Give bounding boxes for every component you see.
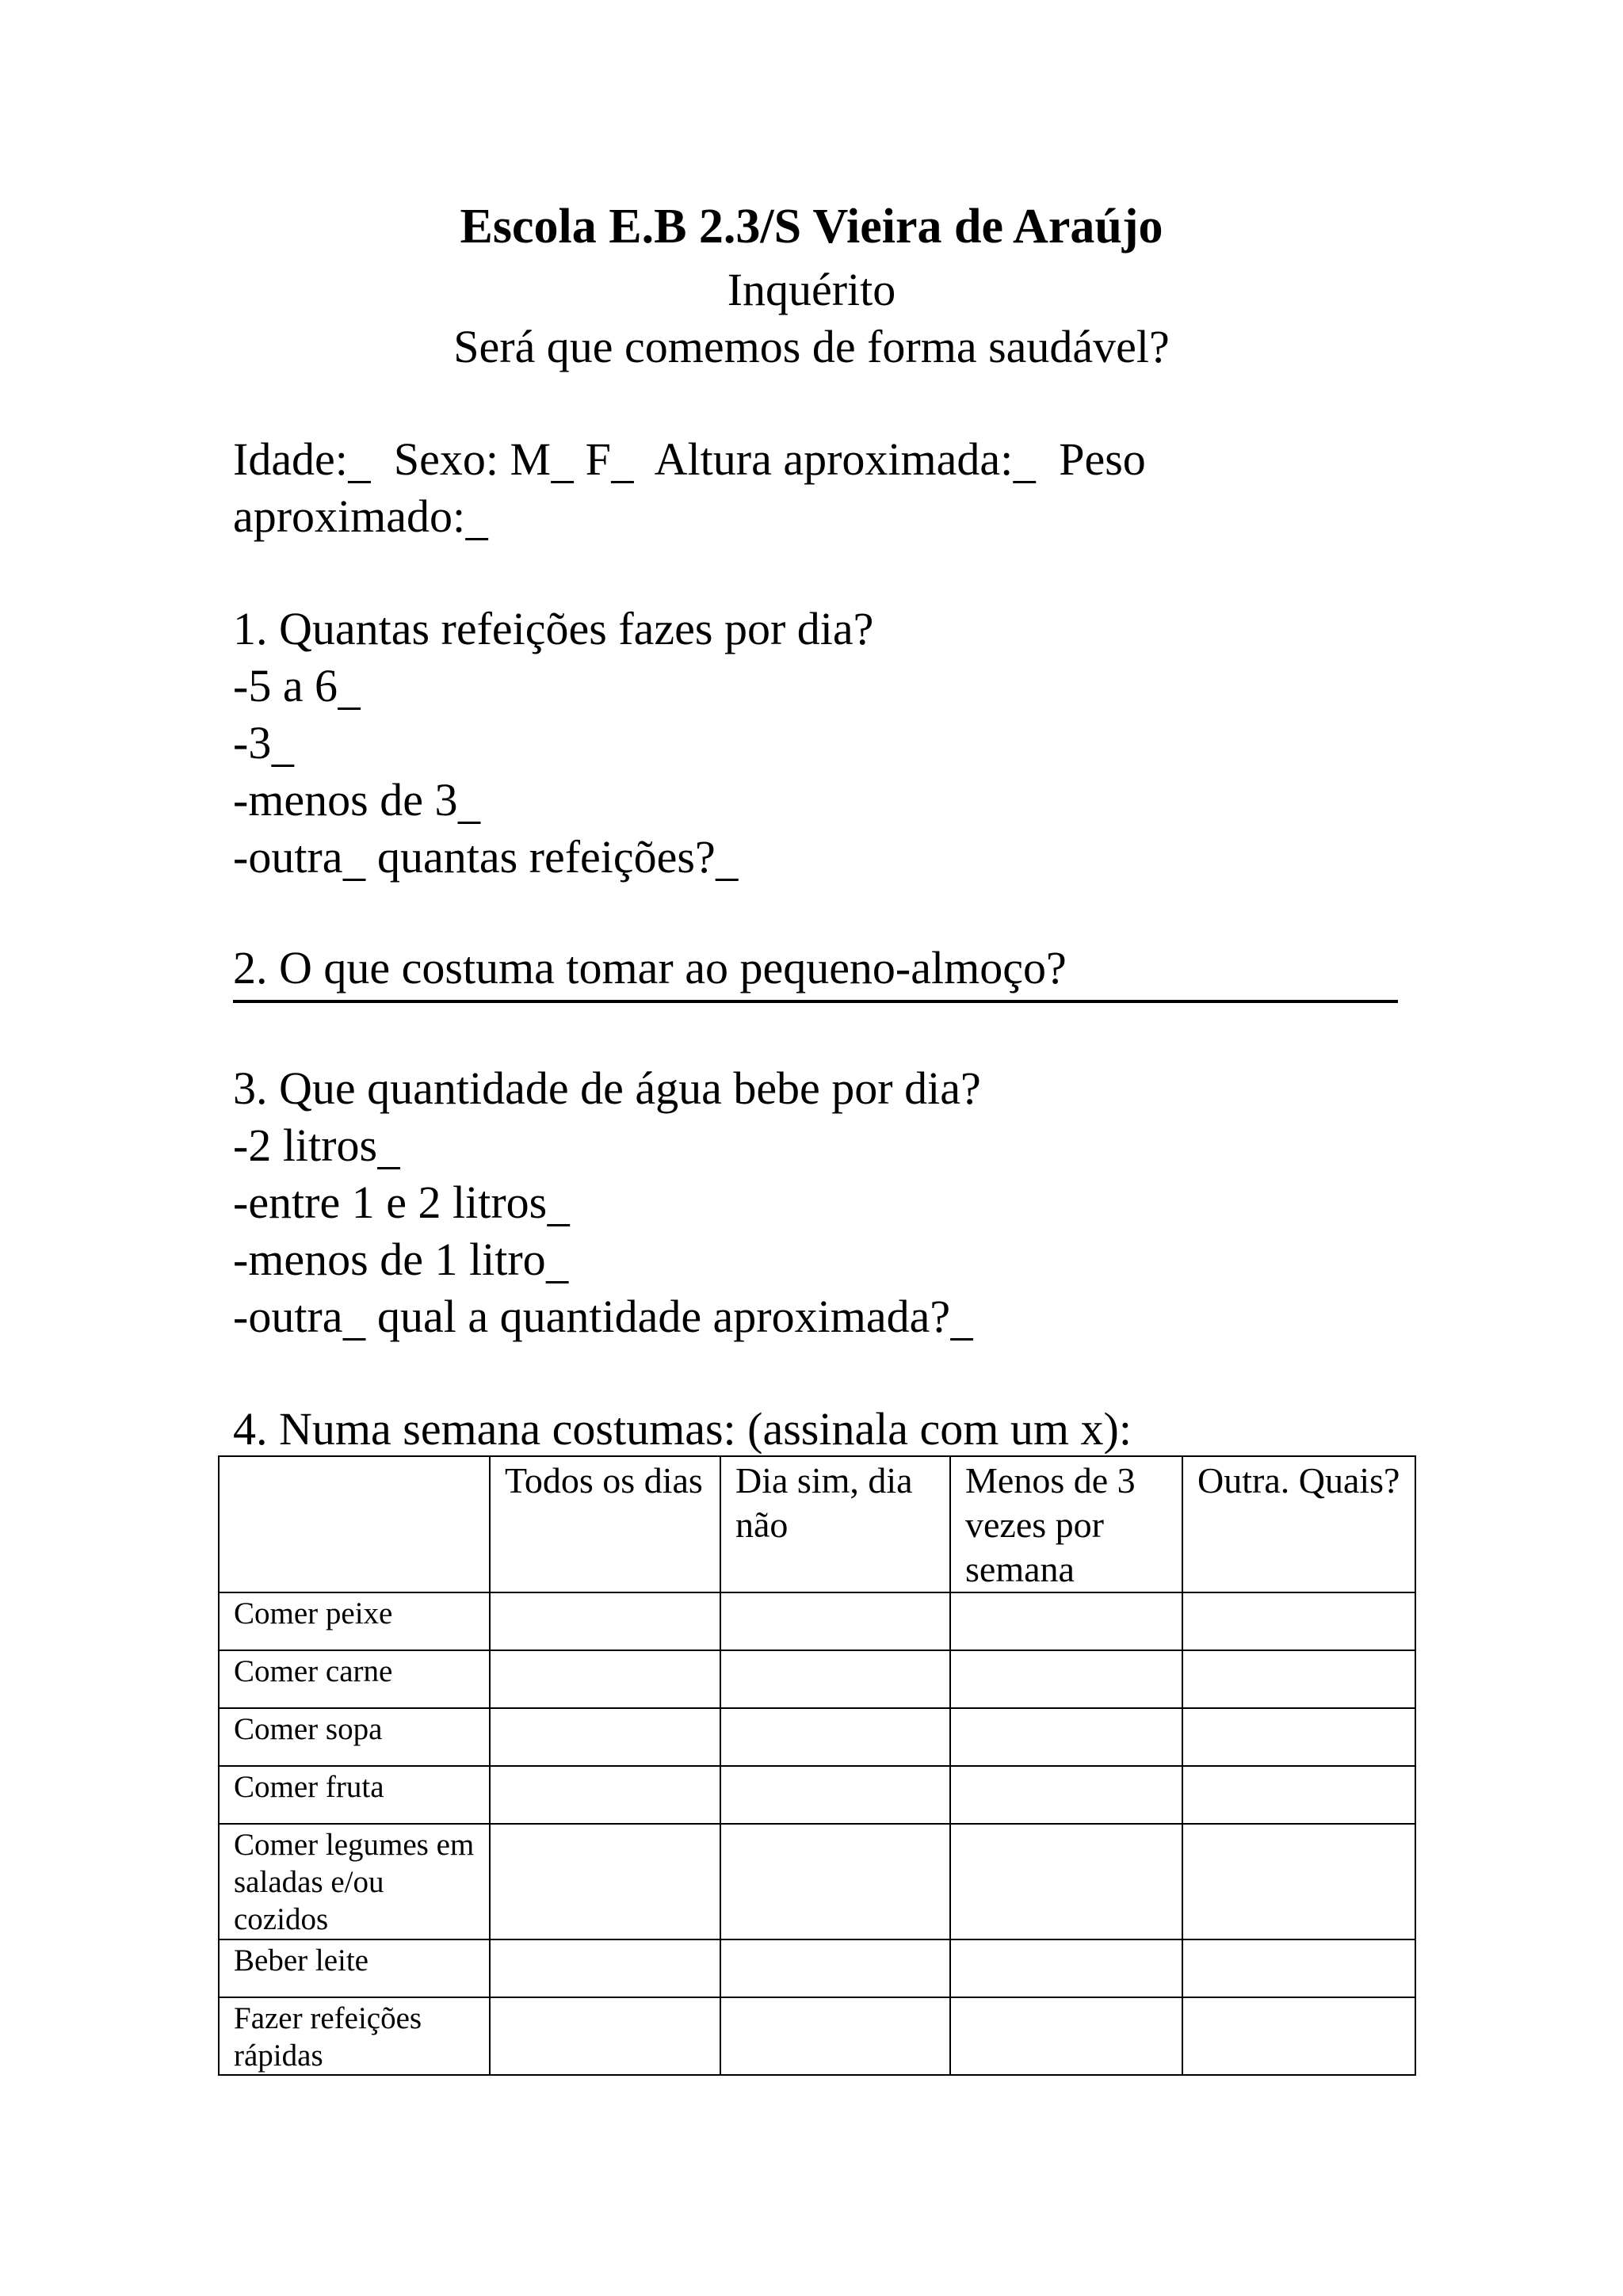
q1-option-label: -5 a 6 (233, 660, 338, 711)
table-row (219, 1592, 1415, 1650)
weight-blank[interactable] (465, 490, 488, 542)
answer-cell[interactable] (490, 1766, 720, 1824)
answer-cell[interactable] (950, 1997, 1182, 2075)
age-label: Idade: (233, 433, 348, 485)
answer-cell[interactable] (950, 1766, 1182, 1824)
answer-cell[interactable] (490, 1939, 720, 1997)
q1-option (233, 829, 739, 886)
q1-blank[interactable] (271, 717, 294, 769)
q2-answer-line[interactable] (233, 940, 1398, 1003)
answer-cell[interactable] (490, 1824, 720, 1939)
q1-option (233, 715, 294, 772)
row-label: Comer fruta (219, 1766, 490, 1824)
answer-cell[interactable] (950, 1824, 1182, 1939)
answer-cell[interactable] (1182, 1766, 1415, 1824)
answer-cell[interactable] (1182, 1708, 1415, 1766)
q3-followup: qual a quantidade aproximada? (365, 1291, 951, 1342)
answer-cell[interactable] (720, 1592, 950, 1650)
table-header-row (219, 1456, 1415, 1592)
answer-cell[interactable] (720, 1997, 950, 2075)
weight-label-cont: aproximado: (233, 490, 466, 542)
row-label: Beber leite (219, 1939, 490, 1997)
personal-info-line-2 (233, 488, 488, 545)
q3-question: 3. Que quantidade de água bebe por dia? (233, 1062, 981, 1114)
q3-option-label: -menos de 1 litro (233, 1234, 546, 1285)
q3-option-label: -entre 1 e 2 litros (233, 1177, 548, 1228)
q1-followup: quantas refeições? (365, 831, 716, 883)
q1-option (233, 658, 361, 715)
answer-cell[interactable] (1182, 1939, 1415, 1997)
table-row (219, 1708, 1415, 1766)
q3-option (233, 1288, 973, 1345)
q3-blank[interactable] (377, 1119, 400, 1171)
answer-cell[interactable] (950, 1939, 1182, 1997)
answer-cell[interactable] (950, 1650, 1182, 1708)
table-row (219, 1766, 1415, 1824)
personal-info-line (233, 431, 1146, 488)
answer-cell[interactable] (720, 1939, 950, 1997)
sex-label: Sexo: M (370, 433, 552, 485)
table-row (219, 1824, 1415, 1939)
table-row (219, 1997, 1415, 2075)
answer-cell[interactable] (1182, 1592, 1415, 1650)
answer-cell[interactable] (490, 1997, 720, 2075)
q3-option (233, 1231, 569, 1288)
weight-label: Peso (1036, 433, 1146, 485)
q3-option (233, 1117, 400, 1174)
q2-question: 2. O que costuma tomar ao pequeno-almoço? (233, 942, 1067, 994)
row-label: Comer peixe (219, 1592, 490, 1650)
q3-blank[interactable] (547, 1177, 570, 1228)
q3-option-label: -outra (233, 1291, 343, 1342)
header-cell-empty (219, 1456, 490, 1592)
answer-cell[interactable] (490, 1592, 720, 1650)
header-cell-daily: Todos os dias (490, 1456, 720, 1592)
q1-followup-blank[interactable] (716, 831, 739, 883)
q1-option-label: -menos de 3 (233, 774, 458, 826)
header-cell-other: Outra. Quais? (1182, 1456, 1415, 1592)
document-type: Inquérito (727, 264, 896, 315)
row-label: Comer carne (219, 1650, 490, 1708)
answer-cell[interactable] (1182, 1997, 1415, 2075)
sex-f-label: F (574, 433, 611, 485)
answer-cell[interactable] (1182, 1650, 1415, 1708)
q1-option (233, 772, 481, 829)
table-row (219, 1939, 1415, 1997)
answer-cell[interactable] (490, 1708, 720, 1766)
q1-option-label: -3 (233, 717, 272, 769)
frequency-table (218, 1455, 1416, 2076)
q1-question: 1. Quantas refeições fazes por dia? (233, 603, 874, 654)
q3-followup-blank[interactable] (950, 1291, 973, 1342)
header-cell-alternate-days: Dia sim, dia não (720, 1456, 950, 1592)
sex-m-blank[interactable] (551, 433, 574, 485)
q3-blank[interactable] (546, 1234, 569, 1285)
survey-subtitle: Será que comemos de forma saudável? (453, 321, 1170, 372)
q3-blank[interactable] (343, 1291, 366, 1342)
q1-blank[interactable] (458, 774, 481, 826)
height-blank[interactable] (1013, 433, 1036, 485)
answer-cell[interactable] (720, 1708, 950, 1766)
row-label: Fazer refeições rápidas (219, 1997, 490, 2075)
answer-cell[interactable] (950, 1592, 1182, 1650)
q3-option-label: -2 litros (233, 1119, 378, 1171)
school-title: Escola E.B 2.3/S Vieira de Araújo (460, 200, 1163, 254)
row-label: Comer legumes em saladas e/ou cozidos (219, 1824, 490, 1939)
q4-question: 4. Numa semana costumas: (assinala com um x): (233, 1403, 1132, 1455)
answer-cell[interactable] (720, 1650, 950, 1708)
sex-f-blank[interactable] (611, 433, 634, 485)
answer-cell[interactable] (720, 1766, 950, 1824)
answer-cell[interactable] (720, 1824, 950, 1939)
answer-cell[interactable] (490, 1650, 720, 1708)
answer-cell[interactable] (950, 1708, 1182, 1766)
height-label: Altura aproximada: (633, 433, 1014, 485)
q1-blank[interactable] (343, 831, 366, 883)
row-label: Comer sopa (219, 1708, 490, 1766)
q3-option (233, 1174, 570, 1231)
header-cell-less-than-3: Menos de 3 vezes por semana (950, 1456, 1182, 1592)
age-blank[interactable] (348, 433, 371, 485)
table-row (219, 1650, 1415, 1708)
q1-option-label: -outra (233, 831, 343, 883)
q1-blank[interactable] (338, 660, 361, 711)
answer-cell[interactable] (1182, 1824, 1415, 1939)
